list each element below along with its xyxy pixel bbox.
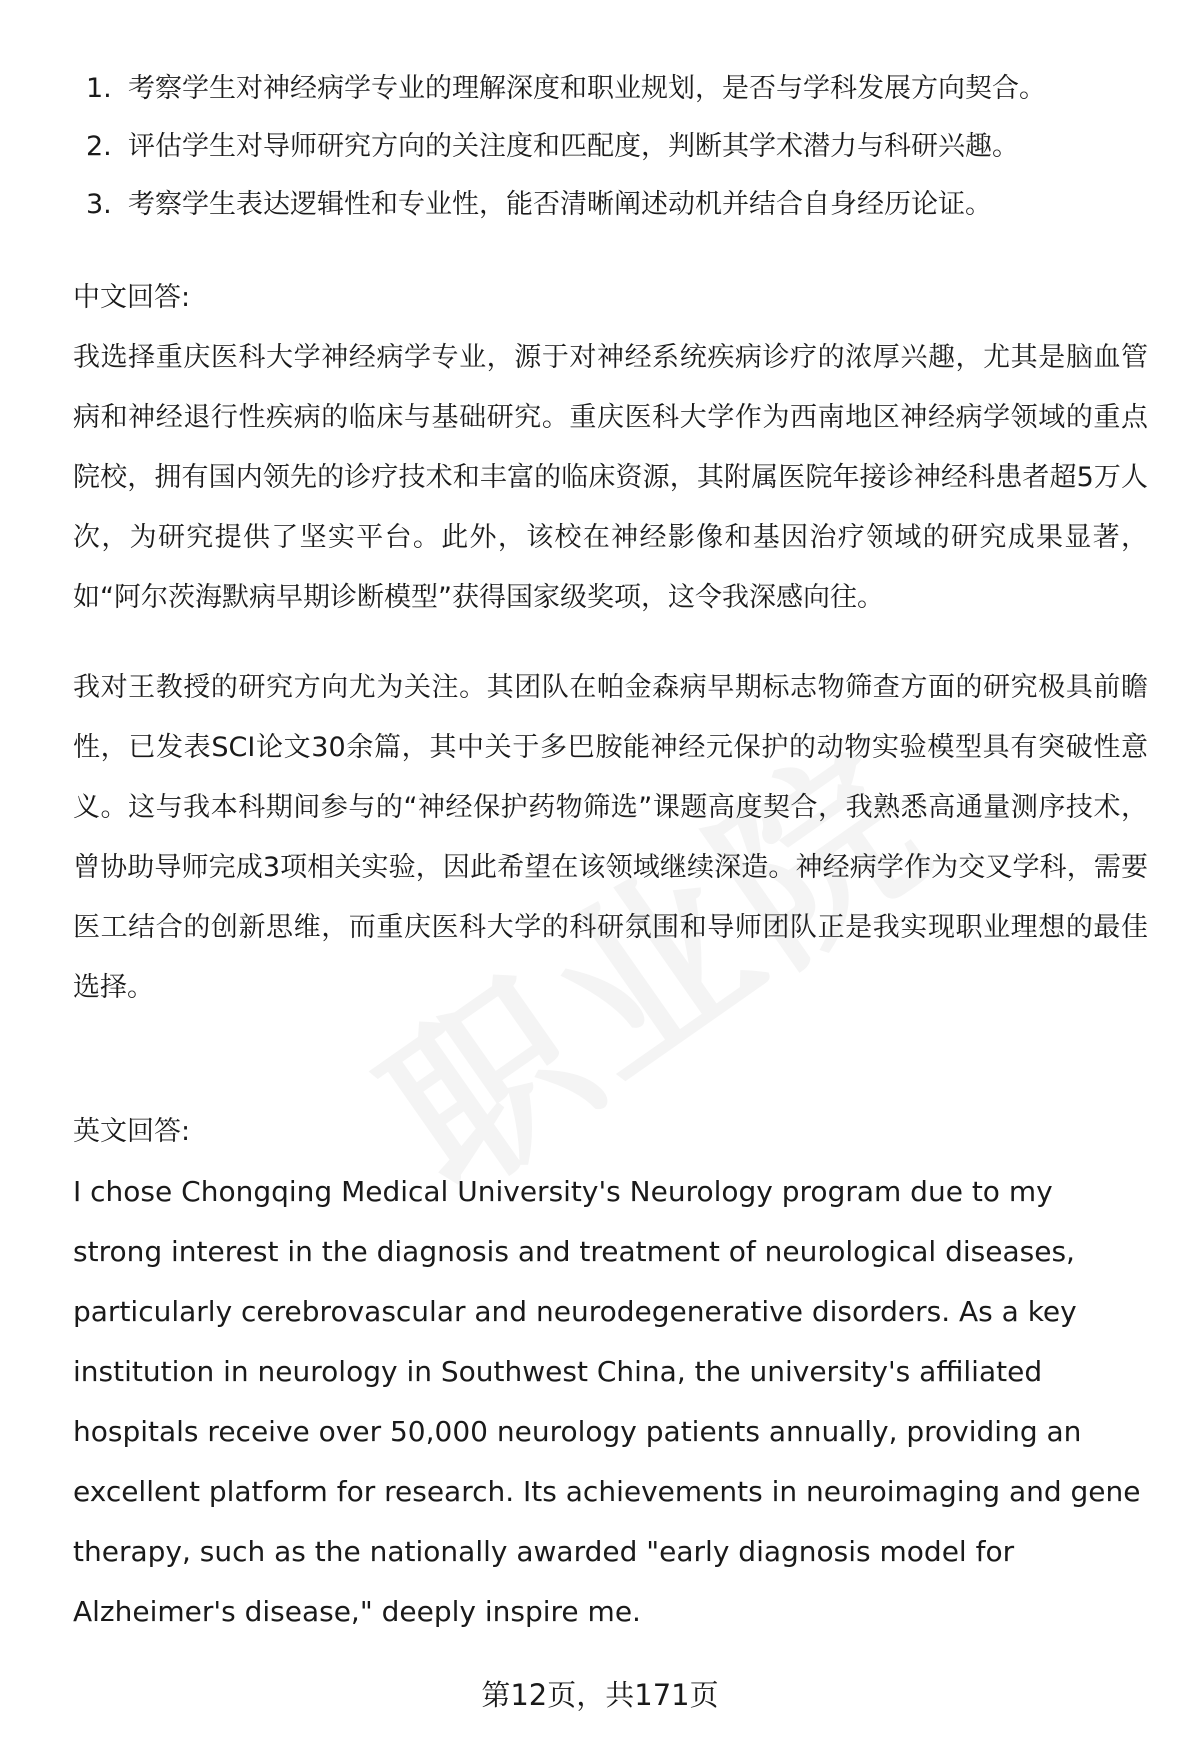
list-item-text: 评估学生对导师研究方向的关注度和匹配度，判断其学术潜力与科研兴趣。	[128, 131, 1019, 162]
list-item-number: 2.	[86, 131, 112, 162]
english-answer-paragraph: I chose Chongqing Medical University's Neurology program due to my strong interest in the diagnosis and treatment of neurological diseases, particularly cerebrovascular and neurodegenerative disorders. As a key institution in neurology in Southwest China, the university's affiliated hospitals receive over 50,000 neurology patients annually, providing an excellent platform for research. Its achievements in neuroimaging and gene therapy, such as the nationally awarded "early diagnosis model for Alzheimer's disease," deeply inspire me.	[73, 1175, 1141, 1628]
page-number-footer: 第12页，共171页	[481, 1678, 719, 1712]
english-answer-section	[73, 1102, 1148, 1642]
list-item	[72, 118, 1142, 176]
list-item-text: 考察学生对神经病学专业的理解深度和职业规划，是否与学科发展方向契合。	[128, 73, 1046, 104]
chinese-answer-paragraph-1: 我选择重庆医科大学神经病学专业，源于对神经系统疾病诊疗的浓厚兴趣，尤其是脑血管病和神经退行性疾病的临床与基础研究。重庆医科大学作为西南地区神经病学领域的重点院校，拥有国内领先的诊疗技术和丰富的临床资源，其附属医院年接诊神经科患者超5万人次，为研究提供了坚实平台。此外，该校在神经影像和基因治疗领域的研究成果显著，如“阿尔茨海默病早期诊断模型”获得国家级奖项，这令我深感向往。	[73, 342, 1148, 613]
evaluation-points-list	[72, 60, 1142, 234]
chinese-answer-paragraph-2: 我对王教授的研究方向尤为关注。其团队在帕金森病早期标志物筛查方面的研究极具前瞻性，已发表SCI论文30余篇，其中关于多巴胺能神经元保护的动物实验模型具有突破性意义。这与我本科期间参与的“神经保护药物筛选”课题高度契合，我熟悉高通量测序技术，曾协助导师完成3项相关实验，因此希望在该领域继续深造。神经病学作为交叉学科，需要医工结合的创新思维，而重庆医科大学的科研氛围和导师团队正是我实现职业理想的最佳选择。	[73, 672, 1148, 1003]
list-item-number: 1.	[86, 73, 112, 104]
chinese-answer-heading: 中文回答:	[73, 282, 191, 313]
list-item-text: 考察学生表达逻辑性和专业性，能否清晰阐述动机并结合自身经历论证。	[128, 189, 992, 220]
list-item	[72, 60, 1142, 118]
list-item	[72, 176, 1142, 234]
chinese-answer-section	[73, 268, 1148, 1018]
list-item-number: 3.	[86, 189, 112, 220]
english-answer-heading: 英文回答:	[73, 1116, 191, 1147]
